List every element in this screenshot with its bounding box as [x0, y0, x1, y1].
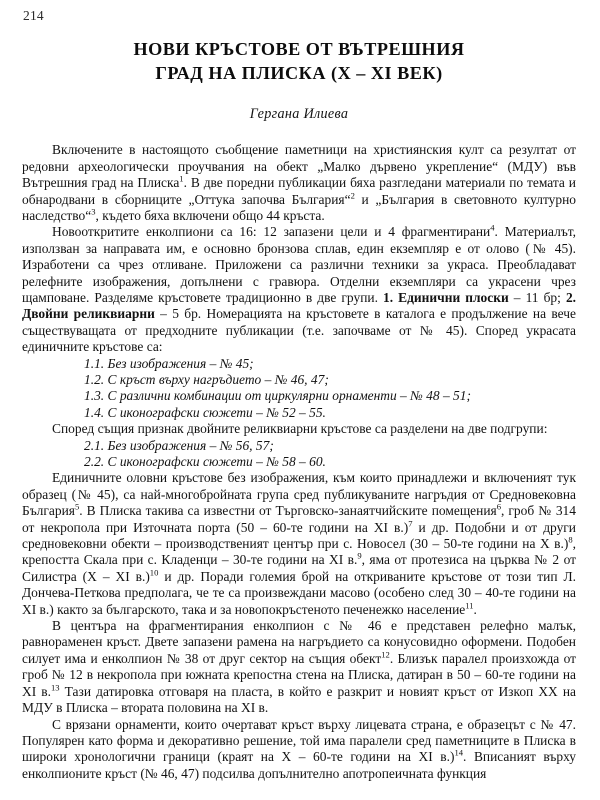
- list-item: 1.4. С иконографски сюжети – № 52 – 55.: [84, 404, 326, 420]
- author-name: Гергана Илиева: [249, 106, 349, 123]
- footnote-ref-12: 12: [381, 649, 390, 660]
- p2-seg-b: . Материалът, използван за направата им, е основно бронзова сплав, един екземпляр е от олово (№ 45). Изработени са чрез отливане. Приложени са различни техники за украса. Преобладават релефните изображения, допълнени с гравюра. Отделни екземпляри са украсени чрез щамповане. Разделяме кръстовете традиционно в две групи.: [22, 224, 576, 305]
- p5-seg-a: В центъра на фрагментирания енколпион с № 46 е представен релефно малък, равнораменен кръст. Двете запазени рамена на нагръдието са конусовидно оформени. Подобен силует има и енколпион № 38 от друг сектор на същия обект: [22, 618, 576, 666]
- footnote-ref-10: 10: [149, 567, 159, 578]
- p1-seg-c: и „България в световното културно наследство“: [22, 191, 577, 223]
- p2-seg-d: – 5 бр. Номерацията на кръстовете в каталога е продължение на вече съществуващата от предходните публикации (т.е. започваме от № 45). Според украсата единичните кръстове са:: [22, 306, 576, 355]
- group-label-2: 2. Двойни реликвиарни: [22, 289, 577, 322]
- p4-seg-e: , крепостта Скала при с. Кладенци – 30-те години на XI в.: [22, 536, 576, 568]
- p2-seg-a: Новооткритите енколпиони са 16: 12 запазени цели и 4 фрагментирани: [52, 224, 491, 240]
- p2-seg-c: – 11 бр;: [508, 289, 566, 305]
- list-item: 1.2. С кръст върху нагръдието – № 46, 47;: [84, 371, 329, 387]
- footnote-ref-11: 11: [465, 600, 474, 611]
- title-line-1: НОВИ КРЪСТОВЕ ОТ ВЪТРЕШНИЯ: [133, 38, 465, 59]
- p4-seg-c: , гроб № 314 от некропола при Източната порта (50 – 60-те години на XI в.): [22, 503, 576, 535]
- p1-seg-a: Включените в настоящото съобщение паметници на християнския култ са резултат от редовни археологически проучвания на обект „Малко дървено укрепление“ (МДУ) във Вътрешния град на Плиска: [22, 142, 576, 191]
- p4-seg-b: . В Плиска такива са известни от Търговско-занаятчийските помещения: [79, 503, 497, 519]
- footnote-ref-7: 7: [408, 518, 413, 529]
- article-title: [22, 37, 576, 86]
- footnote-ref-5: 5: [74, 501, 80, 512]
- footnote-ref-6: 6: [496, 501, 501, 512]
- paragraph-4: [22, 470, 576, 618]
- p4-seg-g: и др. Поради големия брой на откриваните кръстове от този тип Л. Дончева-Петкова предполага, че те са произвеждани масово (особено след 30 – 40-те години на XI в.) както за българското, така и за новопокръстеното печенежко население: [22, 568, 576, 617]
- footnote-ref-4: 4: [490, 222, 495, 233]
- footnote-ref-14: 14: [454, 747, 464, 758]
- p6-seg-b: . Вписаният върху енколпионите кръст (№ 46, 47) подсилва допълнително апотропеичната функция: [22, 749, 576, 781]
- footnote-ref-8: 8: [568, 534, 573, 545]
- paragraph-5: [22, 618, 576, 716]
- paragraph-2: [22, 224, 576, 355]
- list-item: 2.2. С иконографски сюжети – № 58 – 60.: [84, 454, 326, 469]
- paragraph-3: Според същия признак двойните реликвиарни кръстове са разделени на две подгрупи:: [52, 421, 548, 437]
- paragraph-6: [22, 717, 576, 783]
- list-item: 1.1. Без изображения – № 45;: [84, 355, 254, 371]
- page-number: 214: [23, 8, 44, 23]
- p1-seg-d: , където бяха включени общо 44 кръста.: [95, 207, 325, 223]
- p5-seg-c: Тази датировка отговаря на пласта, в който е разкрит и новият кръст от Изкоп XX на МДУ в Плиска – втората половина на XI в.: [22, 683, 576, 716]
- p4-seg-d: и др. Подобни и от други средновековни обекти – производственият център при с. Новосел (30 – 50-те години на X в.): [22, 519, 577, 552]
- footnote-ref-13: 13: [50, 682, 60, 693]
- p4-seg-f: , яма от протезиса на църква № 2 от Силистра (X – XI в.): [22, 552, 576, 584]
- article-body: [22, 142, 576, 782]
- footnote-ref-1: 1: [179, 173, 184, 184]
- list-item: 2.1. Без изображения – № 56, 57;: [84, 437, 274, 453]
- p4-seg-a: Единичните оловни кръстове без изображения, към които принадлежи и включеният тук образец (№ 45), са най-многобройната група сред публикуваните нагръдия от Средновековна България: [22, 470, 576, 519]
- paragraph-1: [22, 142, 576, 224]
- footnote-ref-2: 2: [350, 190, 355, 201]
- footnote-ref-3: 3: [91, 206, 96, 217]
- footnote-ref-9: 9: [357, 550, 362, 561]
- list-item: 1.3. С различни комбинации от циркулярни орнаменти – № 48 – 51;: [84, 388, 471, 404]
- group-label-1: 1. Единични плоски: [383, 289, 509, 305]
- p1-seg-b: . В две поредни публикации бяха разгледани материали по темата и обнародвани в сборниците „Оттука започва България“: [22, 175, 576, 207]
- p4-seg-h: .: [473, 601, 477, 617]
- p5-seg-b: . Близък паралел произхожда от гроб № 12 в некропола при южната крепостна стена на Плиска, датиран в 50 – 60-те години на XI в.: [22, 650, 577, 699]
- p6-seg-a: С врязани орнаменти, които очертават кръст върху лицевата страна, е образецът с № 47. Популярен като форма и декоративно решение, той има паралели сред паметниците в Плиска в широки хронологични граници (краят на X – 60-те години на XI в.): [22, 716, 576, 765]
- title-line-2: ГРАД НА ПЛИСКА (X – XI ВЕК): [155, 62, 443, 83]
